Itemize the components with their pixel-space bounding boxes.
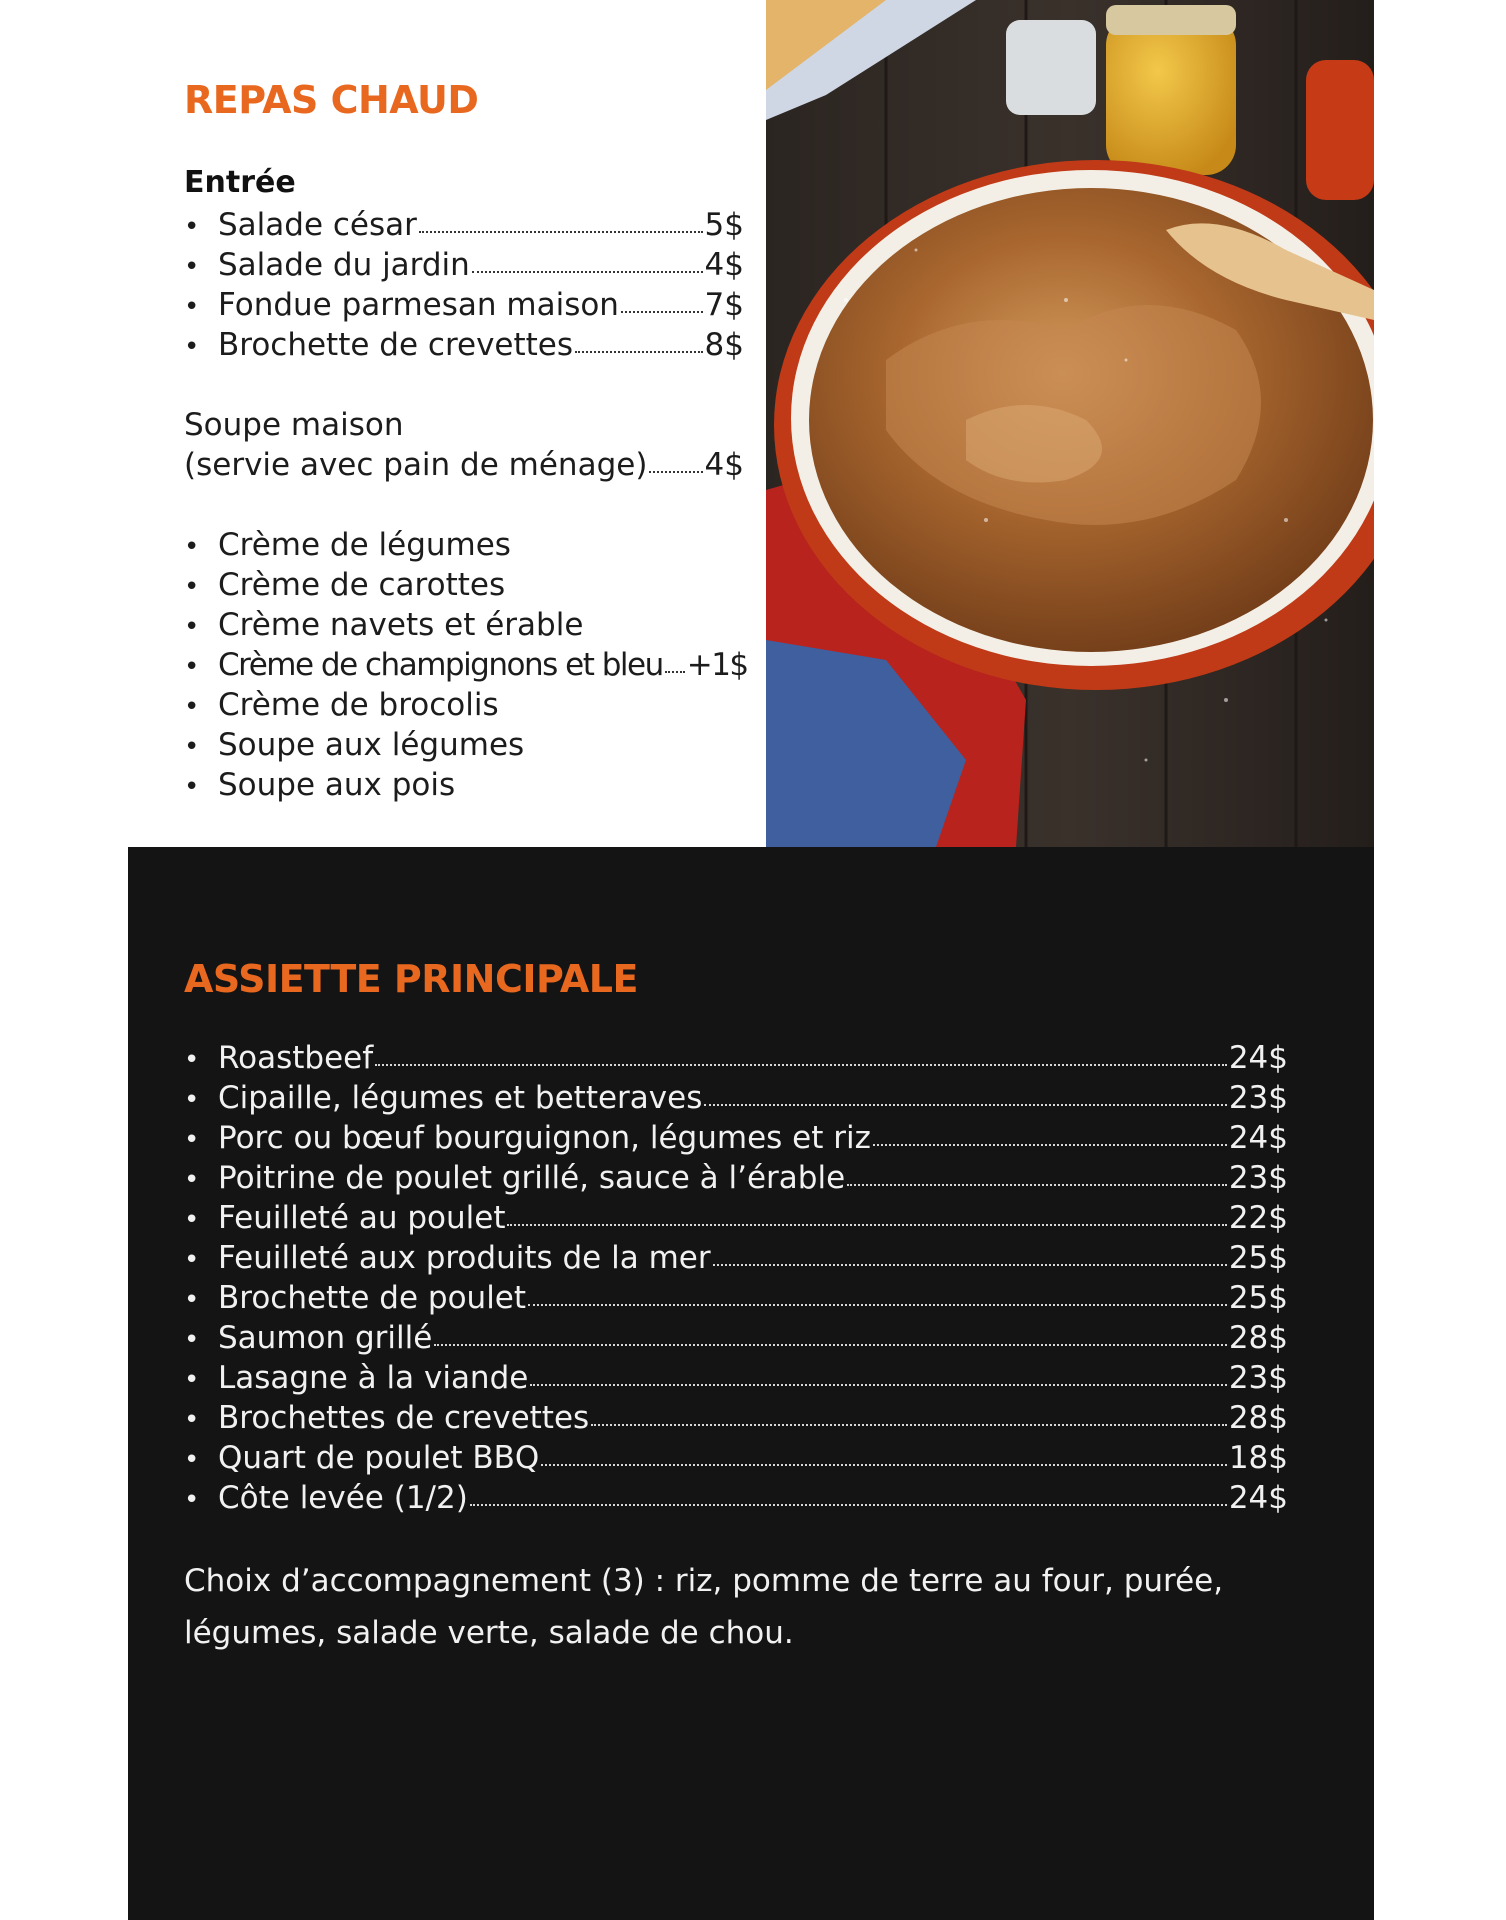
entree-title: Entrée: [184, 165, 296, 200]
dot-leader: [375, 1060, 1227, 1066]
item-name: Crème de champignons et bleu: [218, 647, 663, 683]
bullet: •: [184, 1085, 200, 1115]
bullet: •: [184, 532, 200, 562]
repas-chaud-section: [128, 0, 766, 847]
item-price: 28$: [1228, 1400, 1288, 1436]
item-name: Feuilleté au poulet: [218, 1200, 506, 1236]
item-name: Brochettes de crevettes: [218, 1400, 590, 1436]
item-name: Côte levée (1/2): [218, 1480, 468, 1516]
bullet: •: [184, 732, 200, 762]
bullet: •: [184, 332, 200, 362]
bullet: •: [184, 1325, 200, 1355]
menu-item: [184, 1400, 1288, 1440]
menu-item: [184, 1440, 1288, 1480]
item-name: Brochette de crevettes: [218, 327, 574, 363]
bullet: •: [184, 772, 200, 802]
menu-item: [184, 1120, 1288, 1160]
bullet: •: [184, 1205, 200, 1235]
menu-item: [184, 567, 744, 607]
item-name: Salade césar: [218, 207, 417, 243]
item-price: 24$: [1228, 1120, 1288, 1156]
dot-leader: [507, 1220, 1226, 1226]
dot-leader: [575, 347, 703, 353]
item-name: Lasagne à la viande: [218, 1360, 529, 1396]
bullet: •: [184, 1165, 200, 1195]
soupe-list: [184, 527, 748, 807]
item-price: 18$: [1228, 1440, 1288, 1476]
plats-list: [184, 1040, 1288, 1520]
item-name: Crème de légumes: [218, 527, 511, 563]
dot-leader: [541, 1460, 1227, 1466]
soupe-maison-block: [184, 407, 744, 487]
pot-pie-illustration: [766, 0, 1374, 847]
soupe-title: Soupe maison: [184, 407, 404, 443]
menu-item: [184, 327, 744, 367]
bullet: •: [184, 1285, 200, 1315]
bullet: •: [184, 1045, 200, 1075]
menu-item: [184, 247, 744, 287]
menu-item: [184, 607, 744, 647]
menu-item: [184, 1080, 1288, 1120]
item-price: 23$: [1228, 1080, 1288, 1116]
item-name: Brochette de poulet: [218, 1280, 527, 1316]
dot-leader: [873, 1140, 1227, 1146]
item-price: 23$: [1228, 1360, 1288, 1396]
dot-leader: [472, 267, 703, 273]
assiette-principale-section: [128, 847, 1374, 1920]
item-price: +1$: [686, 647, 748, 683]
menu-item: [184, 1040, 1288, 1080]
item-name: Crème de brocolis: [218, 687, 499, 723]
item-price: 23$: [1228, 1160, 1288, 1196]
menu-item: [184, 1160, 1288, 1200]
menu-item: [184, 687, 744, 727]
bullet: •: [184, 252, 200, 282]
item-price: 8$: [704, 327, 744, 363]
dot-leader: [649, 467, 702, 473]
dot-leader: [528, 1300, 1227, 1306]
item-name: Salade du jardin: [218, 247, 470, 283]
bullet: •: [184, 1245, 200, 1275]
menu-item: [184, 1280, 1288, 1320]
bullet: •: [184, 1485, 200, 1515]
menu-item: [184, 727, 744, 767]
dot-leader: [434, 1340, 1227, 1346]
item-price: 4$: [704, 247, 744, 283]
bullet: •: [184, 292, 200, 322]
menu-item: [184, 647, 748, 687]
dot-leader: [621, 307, 703, 313]
item-name: Porc ou bœuf bourguignon, légumes et riz: [218, 1120, 871, 1156]
item-name: Quart de poulet BBQ: [218, 1440, 540, 1476]
item-name: Soupe aux légumes: [218, 727, 525, 763]
item-name: Crème de carottes: [218, 567, 506, 603]
item-price: 25$: [1228, 1280, 1288, 1316]
accompagnement-text: Choix d’accompagnement (3) : riz, pomme de terre au four, purée, légumes, salade verte, salade de chou.: [184, 1563, 1224, 1651]
entree-list: [184, 207, 744, 367]
item-price: 24$: [1228, 1040, 1288, 1076]
item-price: 7$: [704, 287, 744, 323]
menu-item: [184, 287, 744, 327]
bullet: •: [184, 652, 198, 682]
item-name: Roastbeef: [218, 1040, 374, 1076]
item-name: Feuilleté aux produits de la mer: [218, 1240, 711, 1276]
soupe-note: (servie avec pain de ménage): [184, 447, 648, 483]
dot-leader: [591, 1420, 1227, 1426]
item-price: 24$: [1228, 1480, 1288, 1516]
dot-leader: [530, 1380, 1226, 1386]
section-title-assiette-principale: ASSIETTE PRINCIPALE: [184, 957, 638, 1001]
dot-leader: [704, 1100, 1226, 1106]
dot-leader: [847, 1180, 1227, 1186]
bullet: •: [184, 572, 200, 602]
item-name: Poitrine de poulet grillé, sauce à l’érable: [218, 1160, 846, 1196]
item-price: 22$: [1228, 1200, 1288, 1236]
bullet: •: [184, 1445, 200, 1475]
soupe-price: 4$: [704, 447, 744, 483]
menu-item: [184, 1480, 1288, 1520]
item-name: Crème navets et érable: [218, 607, 584, 643]
item-price: 25$: [1228, 1240, 1288, 1276]
item-name: Fondue parmesan maison: [218, 287, 619, 323]
dot-leader: [419, 227, 703, 233]
menu-item: [184, 527, 744, 567]
menu-item: [184, 1320, 1288, 1360]
food-photo: [766, 0, 1374, 847]
dot-leader: [470, 1500, 1227, 1506]
bullet: •: [184, 212, 200, 242]
menu-item: [184, 1360, 1288, 1400]
dot-leader: [713, 1260, 1227, 1266]
menu-item: [184, 1200, 1288, 1240]
bullet: •: [184, 692, 200, 722]
soupe-price-row: [184, 447, 744, 487]
item-price: 5$: [704, 207, 744, 243]
item-name: Saumon grillé: [218, 1320, 433, 1356]
item-price: 28$: [1228, 1320, 1288, 1356]
menu-item: [184, 207, 744, 247]
dot-leader: [665, 667, 685, 673]
bullet: •: [184, 1405, 200, 1435]
bullet: •: [184, 612, 200, 642]
bullet: •: [184, 1125, 200, 1155]
item-name: Cipaille, légumes et betteraves: [218, 1080, 703, 1116]
bullet: •: [184, 1365, 200, 1395]
section-title-repas-chaud: REPAS CHAUD: [184, 78, 479, 122]
menu-item: [184, 1240, 1288, 1280]
item-name: Soupe aux pois: [218, 767, 456, 803]
menu-item: [184, 767, 744, 807]
